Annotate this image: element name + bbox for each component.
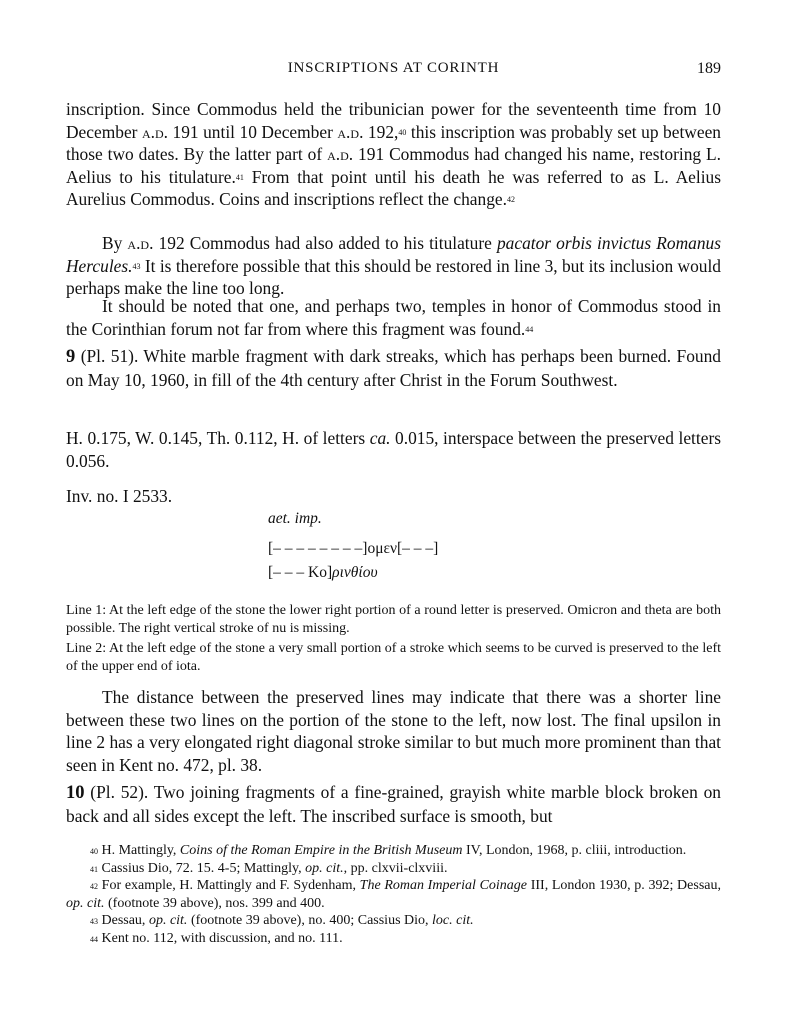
footnote-43: [66, 912, 721, 930]
text-run: 192 Commodus had also added to his titulature: [153, 233, 497, 253]
book-title: The Roman Imperial Coinage: [359, 878, 528, 893]
text-run: 192,: [363, 121, 399, 142]
abbreviation: loc. cit.: [432, 913, 474, 928]
body-paragraph-3: [66, 295, 721, 340]
text-run: 0.015, interspace between the preserved letters 0.056.: [66, 428, 722, 471]
text-run: Dessau,: [98, 913, 149, 928]
text-run: From that point until his death he was referred to as L. Aelius Aurelius Commodus. Coins and inscriptions reflect the change.: [66, 166, 721, 209]
text-run: It should be noted that one, and perhaps two, temples in honor of Commodus stood in the Corinthian forum not far from where this fragment was found.: [66, 296, 721, 339]
footnotes: [66, 842, 721, 947]
entry-number: 10: [66, 783, 85, 803]
running-title: INSCRIPTIONS AT CORINTH: [287, 60, 500, 76]
text-run: 191 until 10 December: [168, 121, 338, 142]
footnote-number: 44: [90, 934, 98, 944]
era-abbreviation: a.d.: [337, 121, 364, 142]
entry-9-inventory: Inv. no. I 2533.: [66, 486, 173, 506]
text-run: H. Mattingly,: [98, 843, 180, 858]
footnote-number: 40: [90, 847, 98, 856]
inscription-line-2: [268, 564, 378, 582]
text-run: (footnote 39 above), no. 400; Cassius Dio,: [187, 913, 433, 928]
inscription-line-1: [– – – – – – – –]ομεν[– – –]: [268, 540, 439, 557]
line-note-2: Line 2: At the left edge of the stone a very small portion of a stroke which seems to be curved is preserved to the left of the upper end of iota.: [66, 641, 721, 674]
body-paragraph-2: [66, 232, 721, 300]
footnote-number: 43: [90, 917, 98, 926]
greek-text: ρινθίου: [332, 564, 378, 581]
inscription-heading-text: aet. imp.: [268, 510, 322, 527]
text-run: (Pl. 52). Two joining fragments of a fine-grained, grayish white marble block broken on back and all sides except the left. The inscribed surface is smooth, but: [66, 782, 721, 826]
text-run: , pp. clxvii-clxviii.: [343, 860, 448, 876]
text-run: H. 0.175, W. 0.145, Th. 0.112, H. of letters: [66, 428, 370, 448]
running-header: [66, 60, 721, 82]
text-run: Cassius Dio, 72. 15. 4-5; Mattingly,: [98, 860, 306, 876]
page-number: 189: [697, 60, 721, 77]
entry-number: 9: [66, 347, 76, 367]
abbreviation: op. cit.: [148, 913, 188, 928]
inscription-heading: [268, 510, 322, 528]
text-run: 191 Commodus had changed his name, restoring L. Aelius to his titulature.: [66, 144, 721, 187]
footnote-ref: 41: [235, 172, 244, 182]
text-run: III, London 1930, p. 392; Dessau,: [527, 878, 721, 893]
entry-9-description: [66, 345, 721, 391]
line-note-1: Line 1: At the left edge of the stone the lower right portion of a round letter is preserved. Omicron and theta are both possible. The right vertical stroke of nu is missing.: [66, 603, 721, 636]
footnote-ref: 40: [398, 127, 407, 137]
text-run: It is therefore possible that this should be restored in line 3, but its inclusion would perhaps make the line too long.: [66, 255, 721, 298]
abbreviation: op. cit.: [305, 860, 344, 876]
text-run: this inscription was probably set up between those two dates. By the latter part of: [66, 121, 721, 164]
footnote-41: [66, 860, 721, 878]
footnote-number: 41: [90, 864, 98, 874]
footnote-ref: 44: [525, 324, 534, 334]
abbreviation: ca.: [369, 428, 391, 448]
entry-10-description: [66, 781, 721, 827]
text-run: (Pl. 51). White marble fragment with dark streaks, which has perhaps been burned. Found on May 10, 1960, in fill of the 4th century after Christ in the Forum Southwest.: [66, 346, 721, 390]
body-paragraph-1: [66, 98, 721, 211]
footnote-40: [66, 842, 721, 860]
footnote-ref: 42: [506, 195, 515, 204]
footnote-42: [66, 877, 721, 912]
footnote-ref: 43: [132, 261, 141, 271]
footnote-number: 42: [90, 882, 98, 891]
entry-9-dimensions: [66, 427, 721, 472]
text-run: (footnote 39 above), nos. 399 and 400.: [104, 895, 325, 911]
text-run: IV, London, 1968, p. cliii, introduction.: [462, 843, 687, 858]
restored-text: [– – – Κο]: [268, 564, 333, 581]
era-abbreviation: a.d.: [141, 121, 168, 142]
text-run: Kent no. 112, with discussion, and no. 111.: [98, 930, 343, 946]
era-abbreviation: a.d.: [127, 233, 154, 253]
latin-title: pacator orbis invictus Romanus Hercules.: [66, 233, 721, 276]
entry-9-discussion: The distance between the preserved lines may indicate that there was a shorter line between these two lines on the portion of the stone to the left, now lost. The final upsilon in line 2 has a very elongated right diagonal stroke similar to but much more prominent than that seen in Kent no. 472, pl. 38.: [66, 687, 721, 775]
book-title: Coins of the Roman Empire in the British Museum: [179, 843, 463, 858]
text-run: By: [102, 233, 128, 253]
era-abbreviation: a.d.: [327, 144, 354, 164]
text-run: inscription. Since Commodus held the tribunician power for the seventeenth time from 10 December: [66, 99, 721, 142]
text-run: For example, H. Mattingly and F. Sydenham,: [98, 878, 360, 893]
abbreviation: op. cit.: [66, 895, 105, 911]
footnote-44: [66, 930, 721, 948]
